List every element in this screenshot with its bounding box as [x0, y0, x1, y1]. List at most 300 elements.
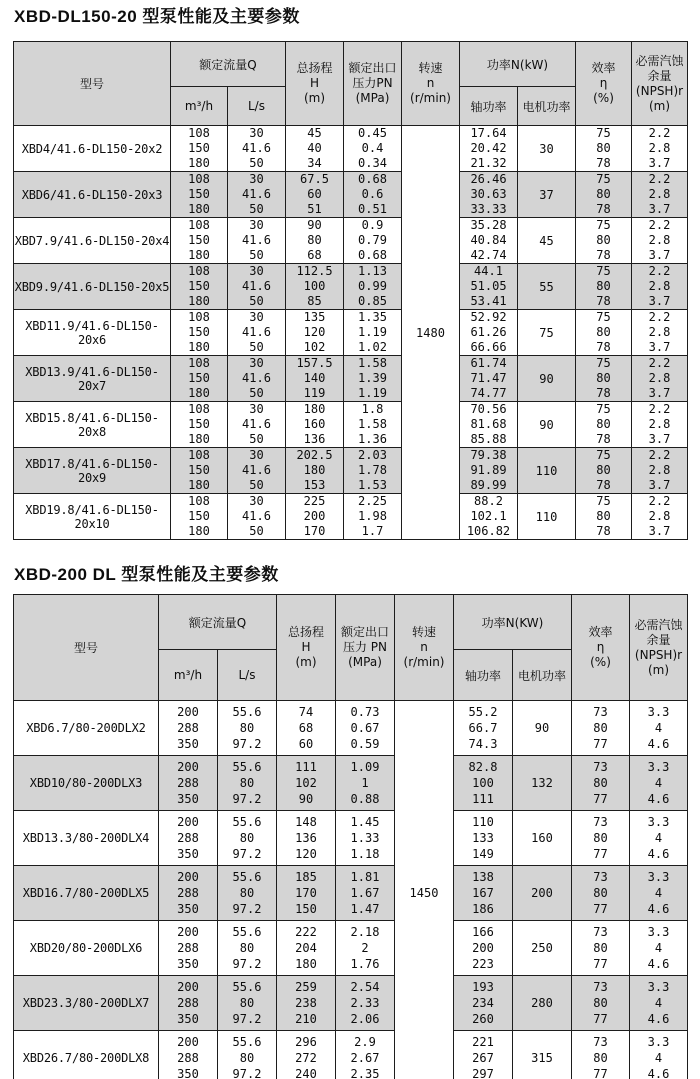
- col-header-flow-ls: L/s: [218, 650, 277, 701]
- value-line: 234: [472, 996, 494, 1010]
- value-line: 70.56: [470, 402, 507, 416]
- cell-npsh: [632, 356, 688, 402]
- value-line: 0.9: [361, 218, 384, 232]
- cell-model: XBD19.8/41.6-DL150-20x10: [14, 494, 171, 540]
- value-line: 1.45: [350, 815, 380, 829]
- value-line: 135: [303, 310, 326, 324]
- value-line: 78: [596, 156, 611, 170]
- col-header-model: 型号: [14, 42, 171, 126]
- cell-motor-power: 45: [518, 218, 576, 264]
- cell-shaft-power: [460, 310, 518, 356]
- value-line: 30: [249, 264, 264, 278]
- value-line: 3.7: [648, 294, 671, 308]
- value-line: 1.19: [358, 325, 387, 339]
- cell-efficiency: [572, 701, 630, 756]
- value-line: 74.3: [468, 737, 498, 751]
- cell-motor-power: 110: [518, 448, 576, 494]
- cell-flow-m3h: [171, 172, 228, 218]
- value-line: 41.6: [242, 279, 271, 293]
- value-line: 55.6: [232, 980, 262, 994]
- value-line: 138: [472, 870, 494, 884]
- value-line: 80: [596, 233, 611, 247]
- value-line: 80: [596, 187, 611, 201]
- value-line: 51: [307, 202, 322, 216]
- value-line: 2.9: [354, 1035, 376, 1049]
- col-header-pressure: [336, 595, 395, 701]
- value-line: 78: [596, 524, 611, 538]
- cell-model: XBD4/41.6-DL150-20x2: [14, 126, 171, 172]
- value-line: 200: [177, 980, 199, 994]
- value-line: 50: [249, 478, 264, 492]
- cell-npsh: [630, 866, 688, 921]
- value-line: (m): [295, 655, 317, 669]
- pump-row: [14, 264, 688, 310]
- cell-flow-ls: [228, 126, 286, 172]
- cell-head: [286, 310, 344, 356]
- value-line: 3.7: [648, 432, 671, 446]
- value-line: 2.8: [648, 141, 671, 155]
- value-line: 必需汽蚀: [635, 53, 684, 68]
- cell-pressure: [336, 756, 395, 811]
- value-line: 总扬程: [296, 61, 333, 75]
- value-line: 0.79: [358, 233, 387, 247]
- value-line: 30: [249, 126, 264, 140]
- cell-shaft-power: [454, 1031, 513, 1079]
- cell-npsh: [630, 1031, 688, 1079]
- value-line: 2.8: [648, 279, 671, 293]
- value-line: 1.53: [358, 478, 387, 492]
- value-line: 2.8: [648, 463, 671, 477]
- value-line: 0.67: [350, 721, 380, 735]
- value-line: 75: [596, 264, 611, 278]
- value-line: 75: [596, 494, 611, 508]
- value-line: 3.3: [647, 1035, 670, 1049]
- cell-pressure: [344, 264, 402, 310]
- value-line: 97.2: [232, 1067, 262, 1079]
- value-line: 100: [472, 776, 494, 790]
- value-line: 2.03: [358, 448, 387, 462]
- cell-flow-ls: [218, 811, 277, 866]
- cell-npsh: [632, 218, 688, 264]
- cell-motor-power: 280: [513, 976, 572, 1031]
- value-line: 77: [593, 1067, 608, 1079]
- value-line: 2.18: [350, 925, 380, 939]
- value-line: 350: [177, 1012, 199, 1026]
- value-line: 288: [177, 941, 199, 955]
- pump-row: [14, 448, 688, 494]
- value-line: 4: [654, 1051, 663, 1065]
- value-line: 180: [188, 432, 210, 446]
- value-line: 288: [177, 1051, 199, 1065]
- value-line: 3.3: [647, 705, 670, 719]
- cell-flow-ls: [218, 921, 277, 976]
- value-line: 55.6: [232, 925, 262, 939]
- cell-efficiency: [572, 976, 630, 1031]
- value-line: 4: [654, 831, 663, 845]
- value-line: 180: [188, 340, 210, 354]
- value-line: 1.58: [358, 356, 387, 370]
- value-line: 0.88: [350, 792, 380, 806]
- value-line: 30: [249, 494, 264, 508]
- cell-pressure: [344, 402, 402, 448]
- cell-shaft-power: [460, 172, 518, 218]
- value-line: 2.2: [648, 402, 671, 416]
- value-line: 50: [249, 386, 264, 400]
- value-line: 1.19: [358, 386, 387, 400]
- value-line: 222: [295, 925, 317, 939]
- value-line: 272: [295, 1051, 317, 1065]
- value-line: 167: [472, 886, 494, 900]
- cell-pressure: [344, 494, 402, 540]
- value-line: 80: [596, 325, 611, 339]
- value-line: 额定出口: [340, 625, 389, 639]
- col-header-head: [277, 595, 336, 701]
- cell-pressure: [336, 1031, 395, 1079]
- col-header-shaft-power: 轴功率: [454, 650, 513, 701]
- value-line: 0.6: [361, 187, 384, 201]
- value-line: 77: [593, 957, 608, 971]
- value-line: H: [309, 76, 320, 90]
- value-line: 223: [472, 957, 494, 971]
- value-line: 转速: [418, 61, 443, 75]
- value-line: 17.64: [470, 126, 507, 140]
- cell-pressure: [336, 811, 395, 866]
- value-line: 102: [295, 776, 317, 790]
- pump-row: [14, 402, 688, 448]
- value-line: 200: [472, 941, 494, 955]
- value-line: 1.39: [358, 371, 387, 385]
- value-line: 140: [303, 371, 326, 385]
- value-line: 108: [188, 448, 210, 462]
- value-line: 4: [654, 941, 663, 955]
- value-line: 1.33: [350, 831, 380, 845]
- value-line: (MPa): [348, 655, 382, 669]
- cell-shaft-power: [460, 402, 518, 448]
- cell-npsh: [630, 701, 688, 756]
- cell-model: XBD11.9/41.6-DL150-20x6: [14, 310, 171, 356]
- value-line: 余量: [647, 68, 672, 83]
- value-line: 26.46: [470, 172, 507, 186]
- cell-shaft-power: [460, 356, 518, 402]
- value-line: 350: [177, 847, 199, 861]
- value-line: 效率: [591, 61, 616, 75]
- value-line: 转速: [411, 625, 436, 639]
- col-header-power: 功率N(KW): [454, 595, 572, 650]
- value-line: 80: [593, 721, 608, 735]
- cell-model: XBD17.8/41.6-DL150-20x9: [14, 448, 171, 494]
- value-line: 2.8: [648, 509, 671, 523]
- cell-pressure: [344, 310, 402, 356]
- cell-shaft-power: [460, 448, 518, 494]
- value-line: 68: [307, 248, 322, 262]
- value-line: 41.6: [242, 463, 271, 477]
- value-line: (%): [590, 655, 611, 669]
- value-line: 89.99: [470, 478, 507, 492]
- col-header-npsh: [630, 595, 688, 701]
- cell-head: [286, 264, 344, 310]
- value-line: 102: [303, 340, 326, 354]
- cell-motor-power: 90: [513, 701, 572, 756]
- value-line: 180: [303, 402, 326, 416]
- value-line: 30: [249, 218, 264, 232]
- cell-motor-power: 250: [513, 921, 572, 976]
- value-line: 0.99: [358, 279, 387, 293]
- value-line: 75: [596, 218, 611, 232]
- value-line: 200: [177, 760, 199, 774]
- value-line: 3.3: [647, 760, 670, 774]
- value-line: 78: [596, 386, 611, 400]
- value-line: (%): [593, 91, 614, 105]
- cell-motor-power: 55: [518, 264, 576, 310]
- value-line: 0.73: [350, 705, 380, 719]
- value-line: 75: [596, 172, 611, 186]
- value-line: 77: [593, 1012, 608, 1026]
- value-line: η: [599, 76, 608, 90]
- value-line: 108: [188, 402, 210, 416]
- value-line: 73: [593, 760, 608, 774]
- value-line: 75: [596, 310, 611, 324]
- cell-flow-m3h: [159, 811, 218, 866]
- value-line: 78: [596, 202, 611, 216]
- col-header-flow-m3h: m³/h: [159, 650, 218, 701]
- value-line: 50: [249, 202, 264, 216]
- value-line: 0.45: [358, 126, 387, 140]
- table1-title: XBD-DL150-20 型泵性能及主要参数: [14, 7, 300, 26]
- value-line: 3.7: [648, 340, 671, 354]
- cell-flow-ls: [228, 264, 286, 310]
- cell-flow-ls: [218, 976, 277, 1031]
- cell-flow-ls: [218, 866, 277, 921]
- value-line: H: [301, 640, 311, 654]
- value-line: 1.18: [350, 847, 380, 861]
- value-line: 200: [177, 815, 199, 829]
- value-line: 288: [177, 996, 199, 1010]
- value-line: 221: [472, 1035, 494, 1049]
- cell-efficiency: [576, 356, 632, 402]
- value-line: 41.6: [242, 141, 271, 155]
- value-line: 总扬程: [287, 625, 324, 639]
- col-header-flow-ls: L/s: [228, 87, 286, 126]
- value-line: 80: [593, 1051, 608, 1065]
- value-line: 97.2: [232, 957, 262, 971]
- value-line: 0.68: [358, 172, 387, 186]
- value-line: 97.2: [232, 847, 262, 861]
- value-line: 75: [596, 402, 611, 416]
- value-line: 97.2: [232, 1012, 262, 1026]
- value-line: 78: [596, 340, 611, 354]
- value-line: 2.2: [648, 494, 671, 508]
- cell-npsh: [630, 756, 688, 811]
- value-line: 3.7: [648, 156, 671, 170]
- value-line: 97.2: [232, 902, 262, 916]
- value-line: 77: [593, 792, 608, 806]
- value-line: 3.7: [648, 524, 671, 538]
- cell-npsh: [632, 126, 688, 172]
- value-line: n: [420, 640, 428, 654]
- value-line: 288: [177, 831, 199, 845]
- cell-shaft-power: [454, 756, 513, 811]
- value-line: 136: [295, 831, 317, 845]
- value-line: 150: [188, 233, 210, 247]
- value-line: 3.3: [647, 815, 670, 829]
- value-line: 225: [303, 494, 326, 508]
- xbd-200dl-performance-table: [13, 594, 688, 1079]
- value-line: 55.6: [232, 760, 262, 774]
- value-line: 150: [188, 509, 210, 523]
- cell-model: XBD26.7/80-200DLX8: [14, 1031, 159, 1079]
- cell-shaft-power: [454, 976, 513, 1031]
- value-line: 166: [472, 925, 494, 939]
- value-line: 2.25: [358, 494, 387, 508]
- cell-speed: 1450: [395, 701, 454, 1079]
- value-line: 50: [249, 248, 264, 262]
- value-line: 3.7: [648, 248, 671, 262]
- value-line: 1.8: [361, 402, 384, 416]
- value-line: 136: [303, 432, 326, 446]
- cell-efficiency: [576, 310, 632, 356]
- cell-flow-m3h: [171, 126, 228, 172]
- value-line: 1.36: [358, 432, 387, 446]
- value-line: 2.54: [350, 980, 380, 994]
- value-line: 350: [177, 957, 199, 971]
- cell-head: [286, 402, 344, 448]
- col-header-shaft-power: 轴功率: [460, 87, 518, 126]
- value-line: 108: [188, 494, 210, 508]
- cell-flow-m3h: [159, 921, 218, 976]
- value-line: 90: [307, 218, 322, 232]
- value-line: 74.77: [470, 386, 507, 400]
- value-line: 61.74: [470, 356, 507, 370]
- value-line: 170: [295, 886, 317, 900]
- cell-npsh: [630, 811, 688, 866]
- value-line: 111: [472, 792, 494, 806]
- value-line: 148: [295, 815, 317, 829]
- value-line: 73: [593, 925, 608, 939]
- cell-flow-ls: [218, 1031, 277, 1079]
- cell-flow-m3h: [171, 494, 228, 540]
- pump-row: [14, 1031, 688, 1079]
- value-line: 41.6: [242, 509, 271, 523]
- cell-flow-m3h: [159, 701, 218, 756]
- value-line: 44.1: [474, 264, 503, 278]
- value-line: 108: [188, 310, 210, 324]
- value-line: 50: [249, 432, 264, 446]
- col-header-motor-power: 电机功率: [513, 650, 572, 701]
- value-line: 必需汽蚀: [634, 617, 683, 632]
- value-line: 1.76: [350, 957, 380, 971]
- value-line: 0.4: [361, 141, 384, 155]
- cell-head: [277, 976, 336, 1031]
- value-line: 108: [188, 218, 210, 232]
- cell-shaft-power: [460, 126, 518, 172]
- value-line: 41.6: [242, 233, 271, 247]
- value-line: 296: [295, 1035, 317, 1049]
- value-line: 200: [303, 509, 326, 523]
- value-line: 133: [472, 831, 494, 845]
- cell-head: [277, 921, 336, 976]
- value-line: 4.6: [647, 847, 670, 861]
- value-line: 2.33: [350, 996, 380, 1010]
- cell-model: XBD9.9/41.6-DL150-20x5: [14, 264, 171, 310]
- cell-motor-power: 37: [518, 172, 576, 218]
- value-line: 80: [239, 776, 255, 790]
- value-line: 85.88: [470, 432, 507, 446]
- cell-npsh: [630, 921, 688, 976]
- value-line: 1.7: [361, 524, 384, 538]
- value-line: 1.81: [350, 870, 380, 884]
- col-header-flow: 额定流量Q: [159, 595, 277, 650]
- value-line: 75: [596, 356, 611, 370]
- value-line: 106.82: [466, 524, 511, 538]
- cell-pressure: [336, 701, 395, 756]
- value-line: 149: [472, 847, 494, 861]
- pump-row: [14, 811, 688, 866]
- cell-flow-ls: [228, 310, 286, 356]
- value-line: 73: [593, 705, 608, 719]
- cell-model: XBD15.8/41.6-DL150-20x8: [14, 402, 171, 448]
- value-line: 80: [239, 831, 255, 845]
- value-line: 120: [295, 847, 317, 861]
- cell-flow-m3h: [159, 866, 218, 921]
- value-line: 73: [593, 870, 608, 884]
- value-line: 77: [593, 737, 608, 751]
- value-line: 200: [177, 870, 199, 884]
- pump-row: [14, 310, 688, 356]
- value-line: 2.67: [350, 1051, 380, 1065]
- cell-flow-ls: [228, 172, 286, 218]
- cell-npsh: [632, 402, 688, 448]
- value-line: 108: [188, 264, 210, 278]
- cell-head: [286, 218, 344, 264]
- value-line: 41.6: [242, 371, 271, 385]
- cell-efficiency: [576, 126, 632, 172]
- value-line: 55.6: [232, 815, 262, 829]
- value-line: 210: [295, 1012, 317, 1026]
- value-line: 150: [188, 463, 210, 477]
- value-line: (m): [647, 662, 670, 677]
- value-line: 1.02: [358, 340, 387, 354]
- value-line: 80: [593, 776, 608, 790]
- value-line: 2.2: [648, 126, 671, 140]
- value-line: 180: [295, 957, 317, 971]
- cell-npsh: [632, 172, 688, 218]
- value-line: 45: [307, 126, 322, 140]
- value-line: 4.6: [647, 737, 670, 751]
- value-line: 51.05: [470, 279, 507, 293]
- value-line: 97.2: [232, 737, 262, 751]
- cell-motor-power: 75: [518, 310, 576, 356]
- value-line: 80: [239, 996, 255, 1010]
- cell-flow-ls: [228, 218, 286, 264]
- value-line: 0.85: [358, 294, 387, 308]
- col-header-efficiency: [576, 42, 632, 126]
- col-header-flow: 额定流量Q: [171, 42, 286, 87]
- value-line: 193: [472, 980, 494, 994]
- value-line: 余量: [646, 632, 671, 647]
- value-line: 55.2: [468, 705, 498, 719]
- value-line: 1.13: [358, 264, 387, 278]
- value-line: 1.78: [358, 463, 387, 477]
- cell-flow-ls: [218, 701, 277, 756]
- cell-efficiency: [572, 1031, 630, 1079]
- pump-row: [14, 218, 688, 264]
- value-line: (r/min): [410, 91, 451, 105]
- value-line: 2.06: [350, 1012, 380, 1026]
- value-line: 4.6: [647, 1067, 670, 1079]
- value-line: 150: [188, 187, 210, 201]
- value-line: 185: [295, 870, 317, 884]
- value-line: 153: [303, 478, 326, 492]
